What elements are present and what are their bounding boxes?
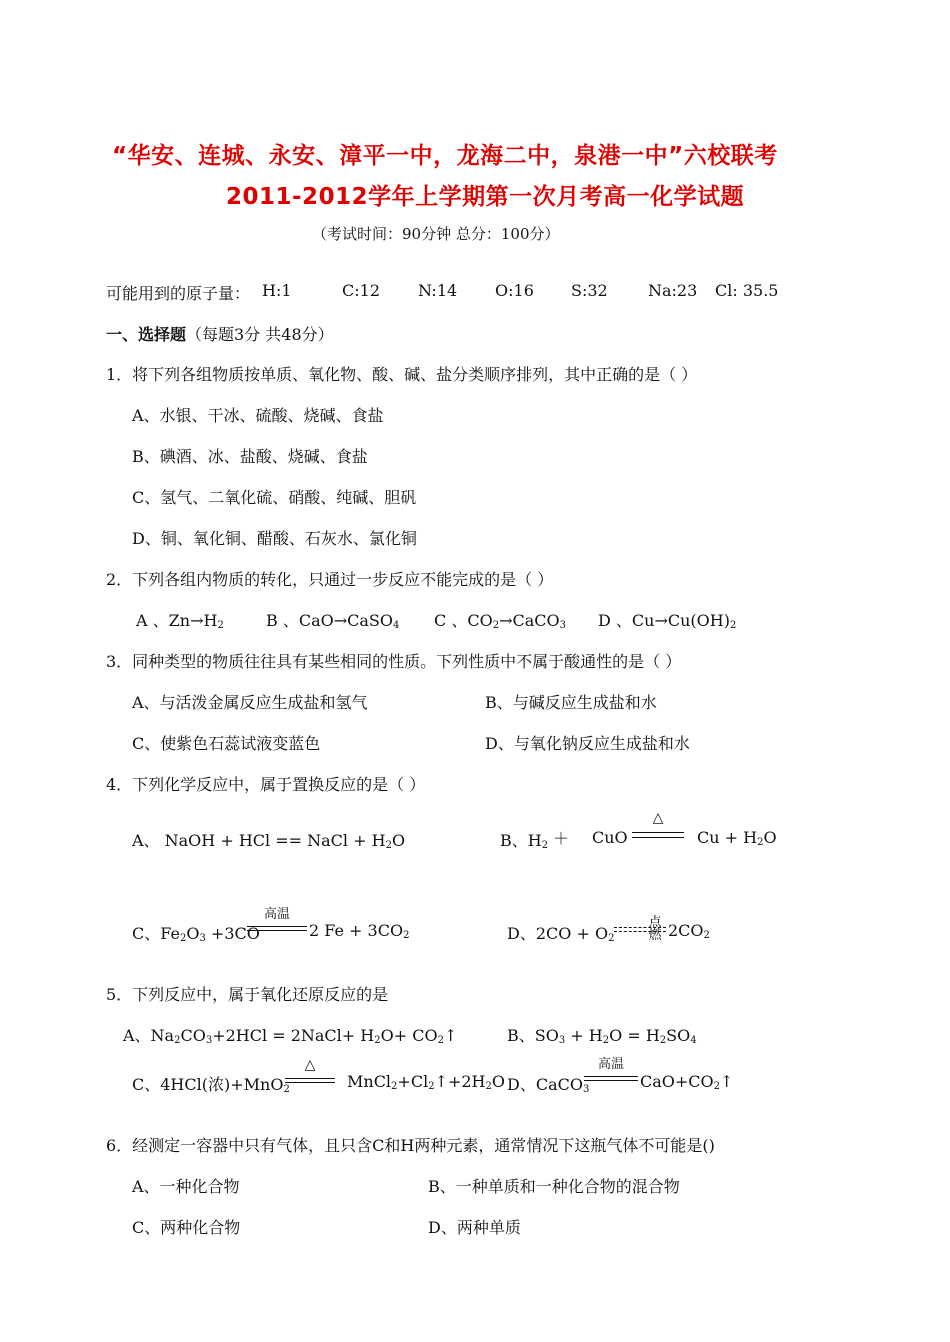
q5-b-sub-3: 2 [659, 1035, 667, 1046]
q4-a-sub: 2 [385, 840, 392, 851]
q5-b-sub-2: 2 [602, 1035, 610, 1046]
q5-option-d [507, 1072, 589, 1095]
q5-c-sub-3: 2 [428, 1081, 435, 1092]
equals-line-top [632, 832, 684, 833]
q2-c-text-2: →CaCO [499, 611, 560, 630]
equals-line-bottom [614, 931, 666, 932]
q5-b-sub-4: 4 [690, 1035, 697, 1046]
atomic-mass-cl: Cl: 35.5 [715, 281, 779, 300]
q4-d-post [668, 921, 710, 941]
q3-option-a: A、与活泼金属反应生成盐和氢气 [132, 693, 368, 712]
atomic-mass-line [106, 281, 250, 304]
q1-option-d: D、铜、氧化铜、醋酸、石灰水、氯化铜 [132, 529, 417, 548]
q4-d-post-text: 2CO [668, 921, 704, 940]
q5-d-sub-1: 3 [582, 1084, 590, 1095]
q4-c-mid-2: +3CO [205, 924, 260, 943]
q4-b-plus: ＋ [553, 829, 570, 848]
q4-d-post-sub: 2 [703, 930, 710, 941]
q4-b-post [697, 828, 777, 848]
q5-c-sub-2: 2 [391, 1081, 398, 1092]
q4-a-end: O [391, 831, 406, 850]
q5-d-sub-2: 2 [713, 1081, 721, 1092]
q4-c-sub: 2 [179, 933, 187, 944]
q1-stem: 1．将下列各组物质按单质、氧化物、酸、碱、盐分类顺序排列，其中正确的是（ ） [106, 365, 698, 384]
q5-option-b [507, 1023, 697, 1046]
title-line-2: 2011-2012学年上学期第一次月考高一化学试题 [226, 184, 745, 210]
q5-c-1: C、4HCl(浓)+MnO [132, 1075, 284, 1094]
q3-option-d: D、与氧化钠反应生成盐和水 [485, 734, 690, 753]
q5-d-2: CaO+CO [640, 1072, 714, 1091]
exam-info: （考试时间：90分钟 总分：100分） [312, 225, 560, 243]
q6-option-b: B、一种单质和一种化合物的混合物 [428, 1177, 680, 1196]
q4-d-pre: D、2CO + O [507, 924, 609, 943]
q2-option-c [434, 608, 566, 631]
q3-stem: 3．同种类型的物质往往具有某些相同的性质。下列性质中不属于酸通性的是（ ） [106, 652, 682, 671]
section-title: 一、选择题 [106, 325, 187, 344]
q2-option-d [598, 608, 736, 631]
atomic-mass-o: O:16 [495, 281, 534, 300]
q4-c-post [309, 921, 409, 941]
q1-option-c: C、氢气、二氧化硫、硝酸、纯碱、胆矾 [132, 488, 417, 507]
q5-b-2: + H [565, 1026, 603, 1045]
q4-option-a [132, 828, 405, 851]
q2-c-text: C 、CO [434, 611, 493, 630]
q5-option-c [132, 1072, 290, 1095]
q4-b-post-sub: 2 [757, 837, 764, 848]
q5-a-1: A、Na [123, 1026, 175, 1045]
equals-line-top [247, 926, 307, 927]
q5-stem: 5．下列反应中，属于氧化还原反应的是 [106, 985, 389, 1004]
q3-option-b: B、与碱反应生成盐和水 [485, 693, 657, 712]
section-heading [106, 322, 334, 345]
q5-c-2: MnCl [347, 1072, 392, 1091]
section-note: （每题3分 共48分） [186, 325, 334, 344]
q5-b-3: O = H [609, 1026, 660, 1045]
q5-c-3: +Cl [397, 1072, 429, 1091]
q2-d-text: D 、Cu→Cu(OH) [598, 611, 730, 630]
equals-line-bottom [247, 930, 307, 931]
q1-option-b: B、碘酒、冰、盐酸、烧碱、食盐 [132, 447, 368, 466]
q5-a-sub-3: 2 [374, 1035, 381, 1046]
atomic-mass-c: C:12 [342, 281, 380, 300]
q5-c-5: O [491, 1072, 506, 1091]
q5-d-condition [584, 1058, 638, 1086]
q4-b-post-text: Cu + H [697, 828, 758, 847]
q4-c-sub-2: 3 [199, 933, 206, 944]
atomic-mass-n: N:14 [418, 281, 458, 300]
q4-b-sub: 2 [541, 840, 549, 851]
atomic-mass-na: Na:23 [648, 281, 698, 300]
heat-symbol-icon: △ [304, 1057, 316, 1073]
gas-arrow-icon: ↑ [720, 1072, 734, 1091]
equals-line-top [584, 1076, 638, 1077]
q4-b-pre: B、H [500, 831, 542, 850]
q4-c-mid: O [186, 924, 200, 943]
q2-b-sub: 4 [393, 620, 400, 631]
q1-option-a: A、水银、干冰、硫酸、烧碱、食盐 [132, 406, 384, 425]
atomic-mass-h: H:1 [262, 281, 292, 300]
equals-line-top [285, 1078, 335, 1079]
q2-b-text: B 、CaO→CaSO [266, 611, 394, 630]
q4-c-post-sub: 2 [403, 930, 410, 941]
q5-d-post [640, 1072, 733, 1092]
q2-c-sub: 2 [492, 620, 500, 631]
heat-symbol-icon: △ [652, 810, 664, 826]
q6-option-a: A、一种化合物 [132, 1177, 240, 1196]
equals-line-bottom [584, 1080, 638, 1081]
q2-d-sub: 2 [729, 620, 737, 631]
high-temp-label: 高温 [597, 1057, 624, 1072]
q5-c-post [347, 1072, 505, 1092]
q4-c-pre: C、Fe [132, 924, 180, 943]
q5-option-a [123, 1023, 457, 1046]
title-line-1: “华安、连城、永安、漳平一中，龙海二中，泉港一中”六校联考 [112, 143, 778, 169]
q4-d-sub: 2 [608, 933, 615, 944]
q5-b-sub-1: 3 [558, 1035, 566, 1046]
q3-option-c: C、使紫色石蕊试液变蓝色 [132, 734, 321, 753]
q4-a-text: A、 NaOH + HCl == NaCl + H [132, 831, 386, 850]
atomic-mass-label: 可能用到的原子量： [106, 284, 251, 303]
q4-c-condition [247, 908, 307, 936]
q5-b-1: B、SO [507, 1026, 559, 1045]
q5-a-sub-2: 3 [205, 1035, 213, 1046]
equals-line-bottom [632, 837, 684, 838]
q5-c-4: ↑+2H [434, 1072, 486, 1091]
q2-option-b [266, 608, 399, 631]
q5-c-condition [285, 1057, 335, 1087]
q4-c-post-text: 2 Fe + 3CO [309, 921, 404, 940]
q4-d-condition [614, 913, 666, 943]
q2-stem: 2．下列各组内物质的转化，只通过一步反应不能完成的是（ ） [106, 570, 554, 589]
q5-c-sub-4: 2 [485, 1081, 492, 1092]
q5-c-sub-1: 2 [283, 1084, 290, 1095]
q5-b-4: SO [666, 1026, 691, 1045]
q2-option-a [136, 608, 224, 631]
q5-a-3: +2HCl = 2NaCl+ H [212, 1026, 375, 1045]
ignite-label: 点燃 [648, 915, 662, 943]
q6-option-c: C、两种化合物 [132, 1218, 241, 1237]
q4-option-b [500, 828, 548, 851]
q2-c-sub-2: 3 [559, 620, 566, 631]
q6-stem: 6．经测定一容器中只有气体，且只含C和H两种元素，通常情况下这瓶气体不可能是() [106, 1136, 715, 1155]
q6-option-d: D、两种单质 [428, 1218, 521, 1237]
atomic-mass-s: S:32 [571, 281, 608, 300]
q4-option-c [132, 921, 260, 944]
q5-d-1: D、CaCO [507, 1075, 583, 1094]
q4-b-condition [632, 812, 684, 842]
q5-a-2: CO [180, 1026, 206, 1045]
q5-a-sub-1: 2 [174, 1035, 181, 1046]
equals-line-bottom [285, 1082, 335, 1083]
q2-a-text: A 、Zn→H [136, 611, 218, 630]
equals-line-top [614, 927, 666, 928]
gas-arrow-icon: ↑ [443, 1026, 458, 1045]
q2-a-sub: 2 [217, 620, 224, 631]
q4-stem: 4．下列化学反应中，属于置换反应的是（ ） [106, 775, 426, 794]
q5-a-sub-4: 2 [437, 1035, 444, 1046]
high-temp-label: 高温 [263, 907, 290, 922]
q4-b-end: O [763, 828, 777, 847]
q4-option-d [507, 921, 614, 944]
q5-a-4: O+ CO [380, 1026, 438, 1045]
q4-b-cuo: CuO [592, 828, 628, 847]
